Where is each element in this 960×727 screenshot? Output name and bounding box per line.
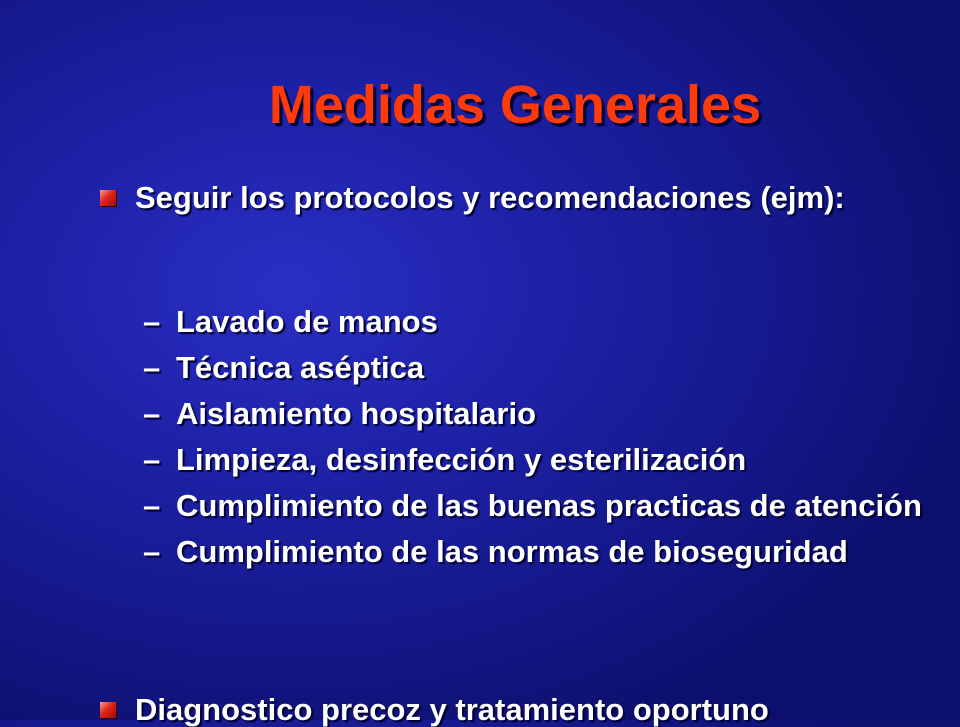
square-bullet-icon [100, 190, 116, 206]
sub-item-text: Limpieza, desinfección y esterilización [176, 442, 747, 477]
sub-list [143, 304, 936, 583]
sub-item-text: Técnica aséptica [176, 350, 425, 385]
dash-marker: – [143, 396, 161, 431]
sub-list-item [143, 442, 936, 477]
sub-item-text: Cumplimiento de las normas de bioseguridad [176, 534, 848, 569]
bullet-item [100, 694, 895, 726]
sub-list-item [143, 488, 936, 523]
sub-list-item [143, 534, 936, 569]
sub-list-item [143, 304, 936, 339]
sub-item-text: Lavado de manos [176, 304, 438, 339]
dash-marker: – [143, 534, 161, 569]
sub-list-item [143, 396, 936, 431]
square-bullet-icon [100, 702, 116, 718]
dash-marker: – [143, 442, 161, 477]
bullet-text: Diagnostico precoz y tratamiento oportuno [135, 692, 769, 727]
sub-item-text: Aislamiento hospitalario [176, 396, 537, 431]
bullet-item [100, 182, 895, 214]
dash-marker: – [143, 488, 161, 523]
dash-marker: – [143, 350, 161, 385]
slide-title: Medidas Generales [268, 75, 762, 135]
sub-list-item [143, 350, 936, 385]
dash-marker: – [143, 304, 161, 339]
bullet-text: Seguir los protocolos y recomendaciones (ejm): [135, 180, 845, 215]
sub-item-text: Cumplimiento de las buenas practicas de atención [176, 488, 922, 523]
